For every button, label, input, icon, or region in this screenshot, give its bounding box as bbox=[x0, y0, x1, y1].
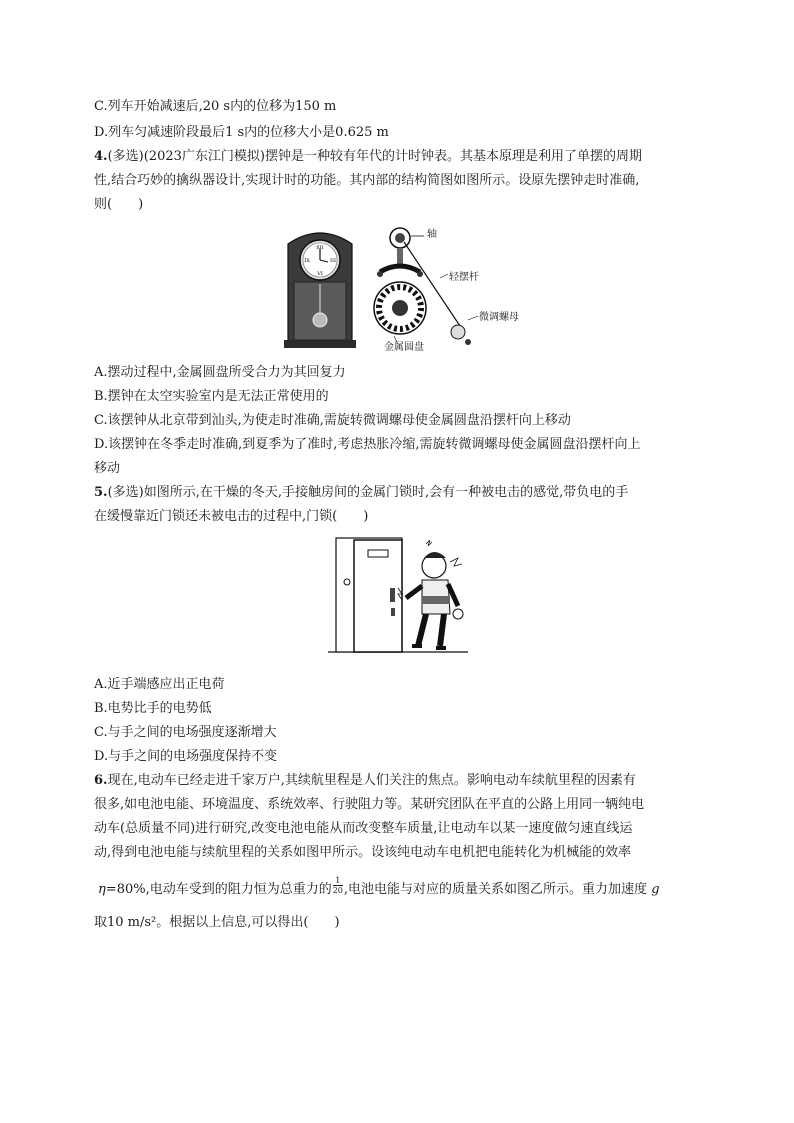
pendulum-clock-figure bbox=[280, 224, 530, 356]
clock-icon bbox=[284, 233, 356, 348]
question-5-text-1: (多选)如图所示,在干燥的冬天,手接触房间的金属门锁时,会有一种被电击的感觉,带负电的手 bbox=[107, 485, 629, 500]
question-5-option-b: B.电势比手的电势低 bbox=[94, 701, 212, 716]
question-6-line-6: 取10 m/s²。根据以上信息,可以得出( ) bbox=[94, 915, 340, 930]
fraction-one-twentieth bbox=[333, 876, 343, 895]
question-6-line-2: 很多,如电池电能、环境温度、系统效率、行驶阻力等。某研究团队在平直的公路上用同一辆纯电 bbox=[94, 797, 645, 812]
question-6-text-5b: ,电池电能与对应的质量关系如图乙所示。重力加速度 bbox=[343, 882, 648, 897]
clock-numeral-6: VI bbox=[317, 271, 323, 277]
question-4-number: 4. bbox=[94, 149, 108, 164]
eta-symbol: η bbox=[98, 882, 106, 897]
clock-numeral-12: XII bbox=[316, 245, 324, 251]
question-6-line-5 bbox=[98, 876, 660, 899]
question-4-line-3: 则( ) bbox=[94, 197, 144, 212]
question-4-option-d-1: D.该摆钟在冬季走时准确,到夏季为了准时,考虑热胀冷缩,需旋转微调螺母使金属圆盘沿摆杆向上 bbox=[94, 437, 641, 452]
question-6-line-3: 动车(总质量不同)进行研究,改变电池电能从而改变整车质量,让电动车以某一速度做匀速直线运 bbox=[94, 821, 633, 836]
question-5-option-c: C.与手之间的电场强度逐渐增大 bbox=[94, 725, 277, 740]
label-fine-nut: 微调螺母 bbox=[479, 312, 519, 323]
question-4-text-1: (多选)(2023广东江门模拟)摆钟是一种较有年代的计时钟表。其基本原理是利用了单摆的周期 bbox=[107, 149, 642, 164]
question-6-text-5a: =80%,电动车受到的阻力恒为总重力的 bbox=[105, 882, 332, 897]
question-6-text-1: 现在,电动车已经走进千家万户,其续航里程是人们关注的焦点。影响电动车续航里程的因素有 bbox=[107, 773, 636, 788]
option-c-previous: C.列车开始减速后,20 s内的位移为150 m bbox=[94, 99, 337, 114]
label-metal-disc: 金属圆盘 bbox=[384, 342, 424, 353]
option-d-previous: D.列车匀减速阶段最后1 s内的位移大小是0.625 m bbox=[94, 125, 389, 140]
question-5-line-2: 在缓慢靠近门锁还未被电击的过程中,门锁( ) bbox=[94, 509, 369, 524]
question-4-option-d-2: 移动 bbox=[94, 461, 121, 476]
g-symbol: g bbox=[651, 882, 660, 897]
question-6-line-4: 动,得到电池电能与续航里程的关系如图甲所示。设该纯电动车电机把电能转化为机械能的效率 bbox=[94, 845, 632, 860]
question-5-option-a: A.近手端感应出正电荷 bbox=[94, 677, 225, 692]
question-5-line-1 bbox=[94, 484, 628, 502]
fraction-denominator: 20 bbox=[332, 886, 343, 895]
fraction-numerator: 1 bbox=[333, 876, 343, 886]
question-6-number: 6. bbox=[94, 773, 108, 788]
label-light-rod: 轻摆杆 bbox=[449, 272, 479, 283]
question-6-line-1 bbox=[94, 772, 636, 790]
question-5-option-d: D.与手之间的电场强度保持不变 bbox=[94, 749, 278, 764]
question-4-option-c: C.该摆钟从北京带到汕头,为使走时准确,需旋转微调螺母使金属圆盘沿摆杆向上移动 bbox=[94, 413, 571, 428]
door-person-figure bbox=[328, 536, 468, 656]
label-axis: 轴 bbox=[427, 229, 437, 240]
question-4-line-2: 性,结合巧妙的擒纵器设计,实现计时的功能。其内部的结构简图如图所示。设原先摆钟走时准确, bbox=[94, 173, 640, 188]
escapement-mechanism bbox=[374, 228, 478, 345]
question-5-number: 5. bbox=[94, 485, 108, 500]
question-4-option-b: B.摆钟在太空实验室内是无法正常使用的 bbox=[94, 389, 329, 404]
question-4-option-a: A.摆动过程中,金属圆盘所受合力为其回复力 bbox=[94, 365, 346, 380]
person-icon bbox=[398, 540, 463, 648]
clock-numeral-9: IX bbox=[304, 258, 310, 264]
clock-numeral-3: III bbox=[330, 258, 336, 264]
question-4-line-1 bbox=[94, 148, 642, 166]
